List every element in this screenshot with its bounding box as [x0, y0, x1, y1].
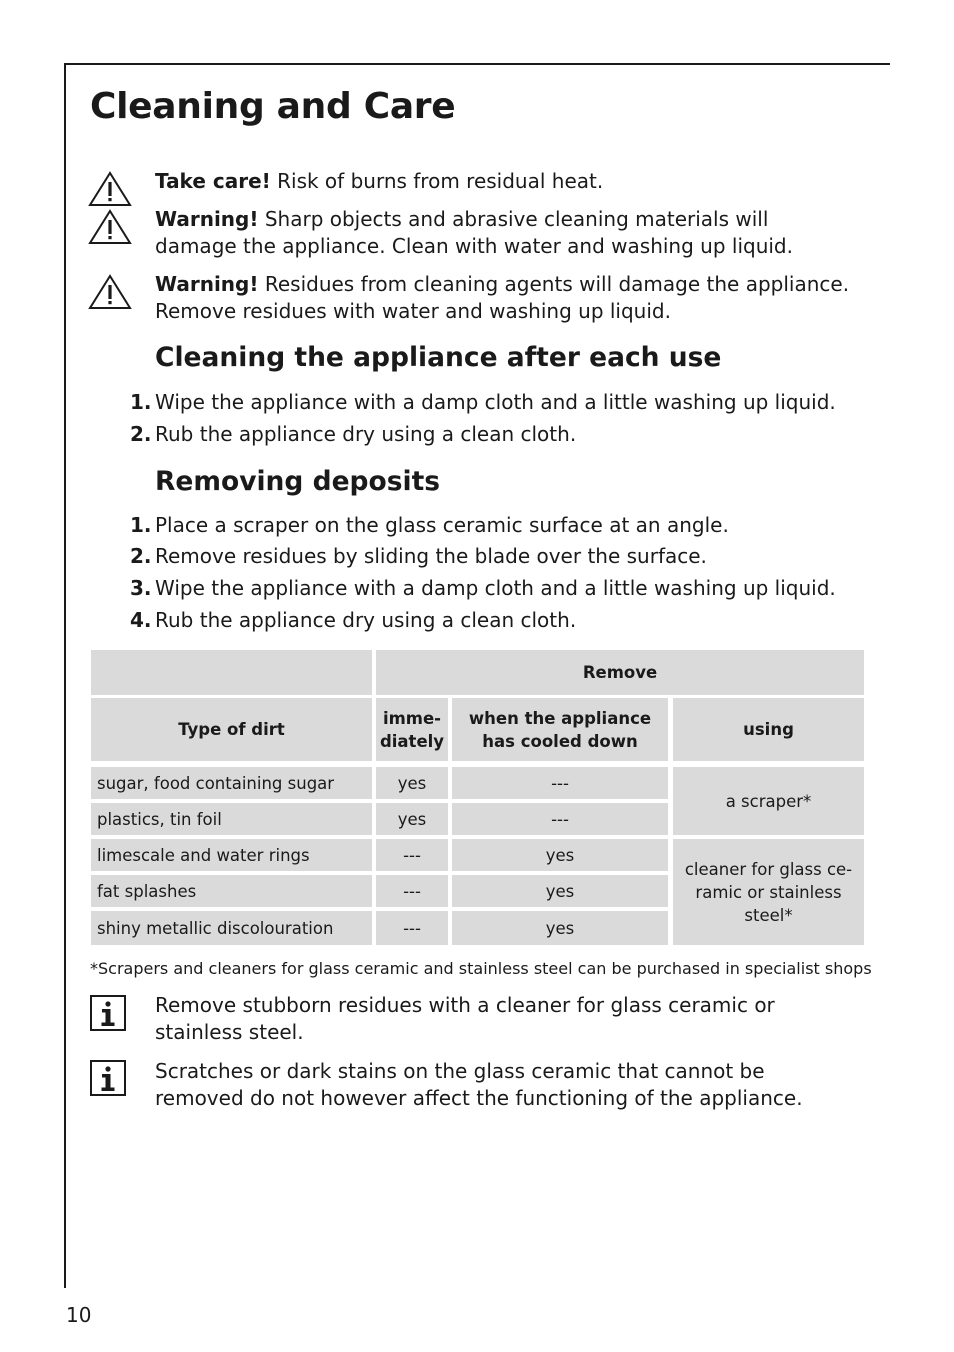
- warning-cleaning-agents: [155, 271, 855, 325]
- table-cell-cooled: ---: [452, 803, 668, 835]
- page-number: 10: [66, 1303, 92, 1327]
- table-cell-immediately: ---: [376, 839, 448, 871]
- list-item: [130, 543, 707, 569]
- warning-sharp-objects: [155, 206, 855, 260]
- warning-text: Sharp objects and abrasive cleaning materials will damage the appliance. Clean with water and washing up liquid.: [155, 207, 793, 258]
- step-text: Wipe the appliance with a damp cloth and a little washing up liquid.: [155, 390, 836, 414]
- warning-text: Risk of burns from residual heat.: [270, 169, 604, 193]
- page-title: Cleaning and Care: [90, 86, 456, 127]
- list-item: [130, 575, 836, 601]
- warning-lead: Warning!: [155, 272, 259, 296]
- list-item: [130, 607, 576, 633]
- step-number: 3.: [130, 576, 152, 600]
- warning-triangle-icon: [88, 170, 132, 208]
- list-item: [130, 512, 729, 538]
- section-heading-deposits: Removing deposits: [155, 466, 441, 497]
- info-icon: [90, 995, 126, 1031]
- table-cell-immediately: yes: [376, 803, 448, 835]
- table-cell-cooled: yes: [452, 839, 668, 871]
- table-cell-immediately: ---: [376, 911, 448, 945]
- step-text: Wipe the appliance with a damp cloth and a little washing up liquid.: [155, 576, 836, 600]
- table-cell-type: plastics, tin foil: [91, 803, 372, 835]
- table-cell-cooled: ---: [452, 767, 668, 799]
- table-header-empty: [91, 650, 372, 695]
- table-header-cooled: when the appliance has cooled down: [452, 698, 668, 761]
- warning-triangle-icon: [88, 208, 132, 246]
- step-text: Rub the appliance dry using a clean cloth.: [155, 608, 577, 632]
- warning-triangle-icon: [88, 273, 132, 311]
- table-header-immediately: imme- diately: [376, 698, 448, 761]
- table-header-using: using: [673, 698, 864, 761]
- table-header-remove: Remove: [376, 650, 864, 695]
- table-cell-type: sugar, food containing sugar: [91, 767, 372, 799]
- page-frame-left-rule: [64, 63, 66, 1288]
- table-cell-type: limescale and water rings: [91, 839, 372, 871]
- warning-text: Residues from cleaning agents will damage the appliance. Remove residues with water and washing up liquid.: [155, 272, 850, 323]
- step-text: Remove residues by sliding the blade over the surface.: [155, 544, 707, 568]
- table-cell-using-cleaner: cleaner for glass ce- ramic or stainless steel*: [673, 839, 864, 945]
- page-frame-top-rule: [64, 63, 890, 65]
- table-footnote: *Scrapers and cleaners for glass ceramic and stainless steel can be purchased in specialist shops: [90, 959, 872, 978]
- table-cell-immediately: ---: [376, 875, 448, 907]
- table-cell-using-scraper: a scraper*: [673, 767, 864, 835]
- info-note: Scratches or dark stains on the glass ceramic that cannot be removed do not however affect the functioning of the appliance.: [155, 1059, 803, 1110]
- table-cell-cooled: yes: [452, 911, 668, 945]
- step-number: 1.: [130, 513, 152, 537]
- warning-burns: [155, 168, 855, 195]
- step-number: 2.: [130, 544, 152, 568]
- info-note: Remove stubborn residues with a cleaner for glass ceramic or stainless steel.: [155, 993, 775, 1044]
- table-header-type: Type of dirt: [91, 698, 372, 761]
- info-icon: [90, 1060, 126, 1096]
- table-cell-immediately: yes: [376, 767, 448, 799]
- section-heading-after-use: Cleaning the appliance after each use: [155, 342, 722, 373]
- list-item: [130, 389, 836, 415]
- table-cell-type: shiny metallic discolouration: [91, 911, 372, 945]
- warning-lead: Take care!: [155, 169, 271, 193]
- table-cell-type: fat splashes: [91, 875, 372, 907]
- step-number: 2.: [130, 422, 152, 446]
- step-text: Rub the appliance dry using a clean cloth.: [155, 422, 577, 446]
- step-text: Place a scraper on the glass ceramic surface at an angle.: [155, 513, 729, 537]
- table-cell-cooled: yes: [452, 875, 668, 907]
- warning-lead: Warning!: [155, 207, 259, 231]
- list-item: [130, 421, 576, 447]
- step-number: 1.: [130, 390, 152, 414]
- step-number: 4.: [130, 608, 152, 632]
